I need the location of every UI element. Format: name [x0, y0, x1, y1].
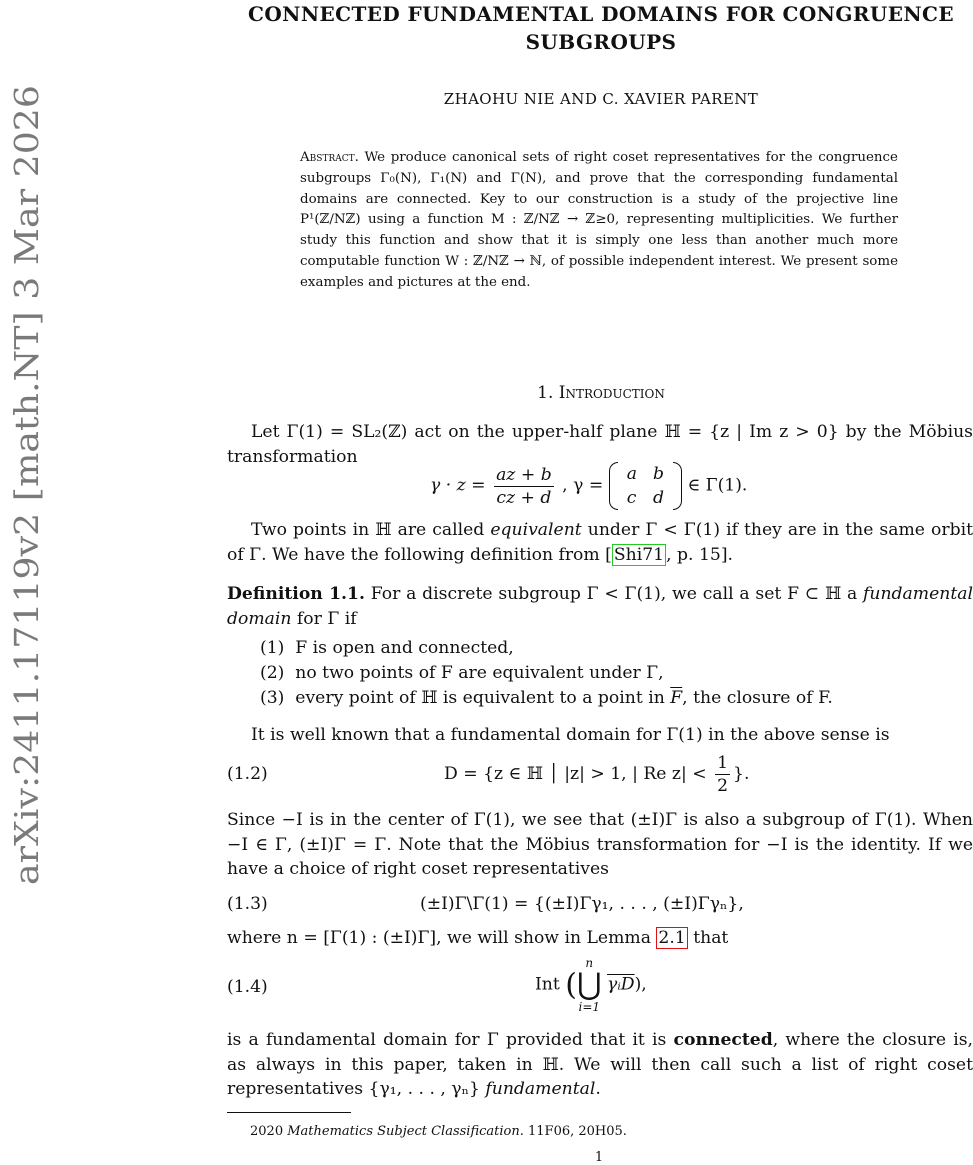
- abstract: [300, 148, 898, 294]
- union-lower-index: i=1: [578, 1000, 601, 1014]
- page-number: 1: [594, 1150, 604, 1165]
- msc-year: 2020: [250, 1124, 284, 1139]
- condition-text-end: , the closure of F.: [682, 688, 833, 708]
- condition-item: [260, 686, 960, 711]
- condition-text: F is open and connected,: [295, 638, 514, 658]
- section-title: Introduction: [558, 383, 665, 403]
- arxiv-identifier: arXiv:2411.17119v2 [math.NT] 3 Mar 2026: [7, 157, 46, 885]
- definition-text-a: For a discrete subgroup Γ < Γ(1), we call a set F ⊂ ℍ a: [364, 584, 864, 604]
- condition-item: [260, 661, 960, 686]
- gamma-matrix: [609, 462, 682, 510]
- mobius-numerator: az + b: [496, 464, 552, 485]
- abstract-label: Abstract.: [300, 150, 359, 165]
- condition-text: no two points of F are equivalent under Γ,: [295, 663, 664, 683]
- equation-number: (1.4): [227, 977, 268, 997]
- p5-text-a: is a fundamental domain for Γ provided that it is: [227, 1030, 674, 1050]
- abstract-text: We produce canonical sets of right coset representatives for the congruence subgroups Γ₀(N), Γ₁(N) and Γ(N), and prove that the corresponding fundamental domains are connected. Key to our construction is a study of the projective line P¹(ℤ/Nℤ) using a function M : ℤ/Nℤ → ℤ≥0, representing multiplicities. We further study this function and show that it is simply one less than another much more computable function W : ℤ/Nℤ → ℕ, of possible independent interest. We present some examples and pictures at the end.: [300, 150, 898, 290]
- paragraph-fundamental: [227, 1028, 973, 1102]
- after-definition-text: It is well known that a fundamental domain for Γ(1) in the above sense is: [251, 725, 890, 745]
- closure-gamma-d: $\overline{\gamma ᵢD}$: [607, 974, 635, 995]
- mobius-denominator: cz + d: [496, 487, 552, 508]
- equation-number: (1.2): [227, 764, 268, 784]
- title-line-2: SUBGROUPS: [525, 30, 677, 54]
- condition-item: [260, 636, 960, 661]
- msc-codes: 11F06, 20H05.: [528, 1124, 627, 1139]
- p2-text-c: , p. 15].: [666, 544, 733, 565]
- p5-text-c: .: [595, 1079, 601, 1100]
- eq14-end: ),: [634, 974, 647, 995]
- eq-gamma: , γ =: [562, 475, 604, 496]
- equation-1-2: [227, 752, 973, 802]
- paragraph-lemma: [227, 926, 973, 951]
- big-union: [577, 956, 602, 1014]
- condition-number: (3): [260, 688, 285, 708]
- half-fraction: [715, 752, 730, 797]
- matrix-d: d: [652, 488, 664, 508]
- matrix-b: b: [652, 464, 664, 484]
- title-line-1: CONNECTED FUNDAMENTAL DOMAINS FOR CONGRUENCE: [248, 2, 954, 26]
- p5-text-b: , where the closure is, as always in this paper, taken in ℍ. We will then call such a list of right coset representatives {γ₁, . . . , γₙ}: [227, 1030, 973, 1100]
- eq12-lhs: D = {z ∈ ℍ │ |z| > 1, | Re z| <: [444, 764, 707, 784]
- equation-body: [444, 752, 749, 797]
- mobius-equation: [430, 462, 930, 510]
- paragraph-center: Since −I is in the center of Γ(1), we see that (±I)Γ is also a subgroup of Γ(1). When −I ∈ Γ, (±I)Γ = Γ. Note that the Möbius transformation for −I is the identity. If we have a choice of right coset representatives: [227, 810, 973, 880]
- definition-conditions: [260, 636, 960, 711]
- definition-1-1: [227, 582, 973, 631]
- p2-text-b: under Γ < Γ(1) if they are in the same orbit of Γ. We have the following definition from [: [227, 520, 973, 565]
- equation-number: (1.3): [227, 894, 268, 914]
- equation-body: Int ( n ⋃ i=1 $\overline{\gamma ᵢD}$),: [535, 956, 647, 1014]
- p5-bold: connected: [673, 1030, 773, 1050]
- condition-text: every point of ℍ is equivalent to a point in: [295, 688, 671, 708]
- p5-emphasis: fundamental: [485, 1079, 596, 1100]
- msc-label: Mathematics Subject Classification.: [287, 1124, 524, 1139]
- union-symbol: ⋃: [576, 967, 602, 1002]
- frac-num: 1: [717, 753, 729, 773]
- intro-paragraph-2: [227, 518, 973, 567]
- condition-number: (2): [260, 663, 285, 683]
- definition-text-b: for Γ if: [291, 608, 357, 629]
- equation-1-3: [227, 894, 973, 918]
- definition-emphasis: fundamental domain: [227, 584, 973, 629]
- closure-symbol: $\overline{F}$: [670, 688, 683, 708]
- section-number: 1.: [537, 383, 554, 403]
- mobius-fraction: [494, 464, 554, 509]
- p4-text-b: that: [687, 928, 729, 948]
- footnote-divider: [227, 1112, 351, 1113]
- p2-emphasis: equivalent: [490, 520, 582, 540]
- definition-label: Definition 1.1.: [227, 584, 365, 604]
- authors: ZHAOHU NIE AND C. XAVIER PARENT: [443, 90, 759, 108]
- eq-gamma-z: γ · z =: [430, 475, 486, 496]
- section-heading: [222, 383, 973, 403]
- interior-operator: Int: [535, 974, 560, 995]
- condition-number: (1): [260, 638, 285, 658]
- arxiv-side-stamp: [2, 75, 48, 895]
- eq-in-gamma1: ∈ Γ(1).: [687, 475, 748, 496]
- matrix-c: c: [626, 488, 637, 508]
- paper-title: [222, 0, 973, 56]
- eq12-rhs: }.: [733, 764, 750, 784]
- p2-text-a: Two points in ℍ are called: [251, 520, 491, 540]
- union-upper-index: n: [585, 956, 594, 970]
- intro-paragraph-1: Let Γ(1) = SL₂(ℤ) act on the upper-half plane ℍ = {z | Im z > 0} by the Möbius transformation: [227, 422, 973, 467]
- lemma-reference-link[interactable]: 2.1: [658, 928, 686, 948]
- p4-text-a: where n = [Γ(1) : (±I)Γ], we will show in Lemma: [227, 928, 657, 948]
- frac-den: 2: [717, 776, 729, 796]
- equation-body: (±I)Γ\Γ(1) = {(±I)Γγ₁, . . . , (±I)Γγₙ},: [420, 894, 744, 914]
- footnote: [250, 1124, 627, 1139]
- matrix-a: a: [626, 464, 637, 484]
- equation-1-4: [227, 956, 973, 1022]
- citation-link[interactable]: Shi71: [613, 544, 665, 565]
